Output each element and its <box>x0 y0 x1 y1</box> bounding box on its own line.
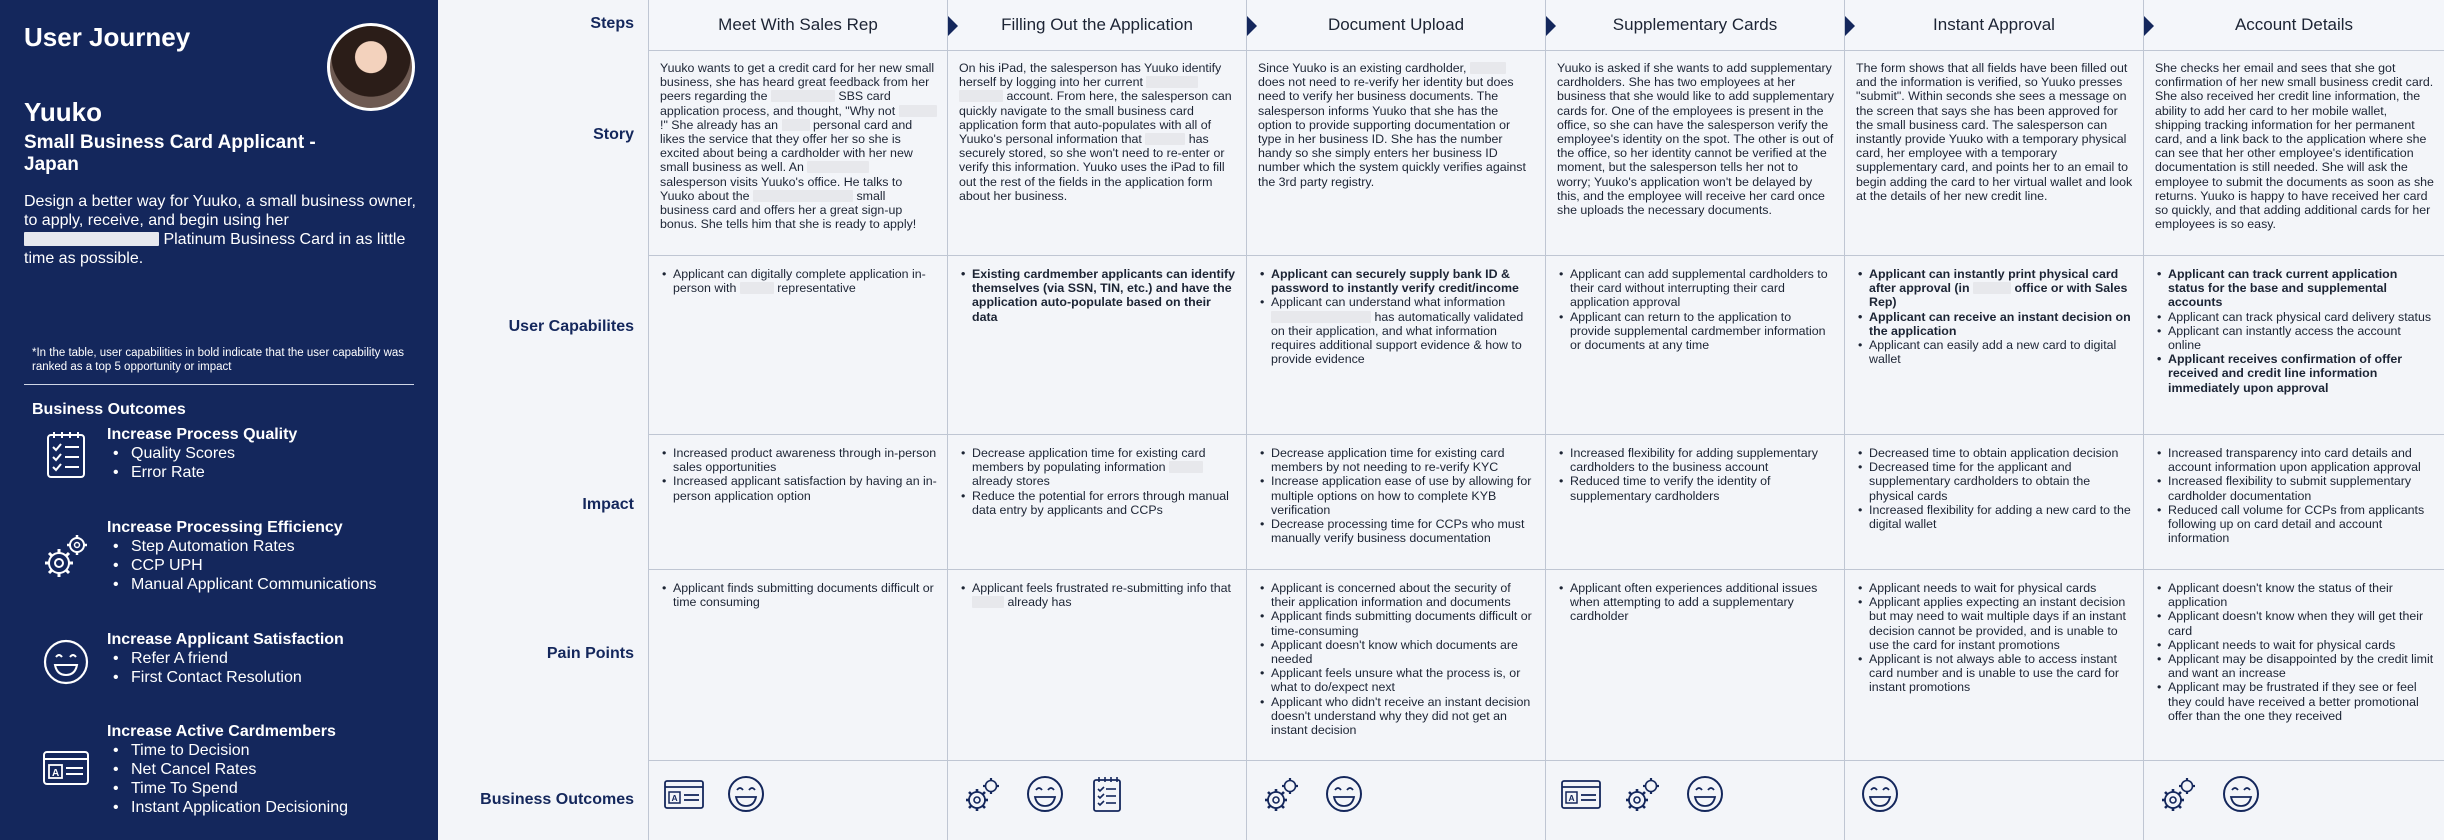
capability-item: • Applicant can add supplemental cardholders to their card without interrupting their card application approval <box>1557 267 1834 310</box>
svg-text:A: A <box>671 793 678 803</box>
row-divider <box>648 50 2444 51</box>
pain-point-item: • Applicant is not always able to access instant card number and is unable to use the card for instant promotions <box>1856 652 2133 695</box>
journey-grid <box>438 0 2444 840</box>
pain-point-item: • Applicant needs to wait for physical cards <box>1856 581 2133 595</box>
outcome-metric: • Quality Scores <box>107 444 427 463</box>
pain-point-item: • Applicant feels unsure what the process is, or what to do/expect next <box>1258 666 1535 694</box>
svg-text:A: A <box>1568 793 1575 803</box>
smiley-icon <box>40 636 92 688</box>
capability-item: • Applicant can digitally complete application in-person with representative <box>660 267 937 295</box>
impact-item: • Increased transparency into card details and account information upon application approval <box>2155 446 2434 474</box>
outcome-icons-cell <box>2144 774 2263 814</box>
pain-point-item: • Applicant doesn't know which documents are needed <box>1258 638 1535 666</box>
smiley-icon <box>1858 774 1902 814</box>
impact-cell <box>1845 446 2143 531</box>
checklist-icon <box>1085 774 1129 814</box>
impact-item: • Decrease processing time for CCPs who must manually verify business documentation <box>1258 517 1535 545</box>
checklist-icon <box>40 427 92 479</box>
pain-point-item: • Applicant feels frustrated re-submitting info that already has <box>959 581 1236 609</box>
pain-point-item: • Applicant who didn't receive an instant decision doesn't understand why they did not get an instant decision <box>1258 695 1535 738</box>
story-cell: On his iPad, the salesperson has Yuuko identify herself by logging into her current account. From here, the salesperson can quickly navigate to the small business card application form that auto-populates with all of Yuuko's personal information that has securely stored, so she won't need to re-enter or verify this information. Yuuko uses the iPad to fill out the rest of the fields in the application form about her business. <box>959 61 1232 203</box>
impact-item: • Increased product awareness through in-person sales opportunities <box>660 446 937 474</box>
story-cell: Yuuko is asked if she wants to add supplementary cardholders. She has two employees at her business that she would like to add supplementary cards for. One of the employees is present in the office, so she can have the salesperson verify the employee's identity on the spot. The other is out of the office, so her identity cannot be verified at the moment, but the salesperson tells her not to worry; Yuuko's application won't be delayed by this, and the employee will receive her card once she uploads the necessary documents. <box>1557 61 1834 218</box>
pain-point-item: • Applicant may be frustrated if they see or feel they could have received a better promotional offer than the one they received <box>2155 680 2434 723</box>
capability-item: • Existing cardmember applicants can identify themselves (via SSN, TIN, etc.) and have the application auto-populate based on their data <box>959 267 1236 324</box>
row-label-impact: Impact <box>582 496 634 513</box>
pain-point-item: • Applicant may be disappointed by the credit limit and want an increase <box>2155 652 2434 680</box>
outcome-metric: • CCP UPH <box>107 556 427 575</box>
card-icon <box>40 742 92 794</box>
smiley-icon <box>2219 774 2263 814</box>
outcome-metric: • Time to Decision <box>107 741 427 760</box>
gears-icon <box>961 774 1005 814</box>
capability-item: • Applicant can track current application status for the base and supplemental accounts <box>2155 267 2434 310</box>
row-divider <box>648 569 2444 570</box>
outcome-metric: • Refer A friend <box>107 649 427 668</box>
step-arrow-icon <box>1845 16 1855 36</box>
pain-points-cell <box>1546 581 1844 624</box>
row-divider <box>648 760 2444 761</box>
step-header: Account Details <box>2144 0 2444 50</box>
outcome-name: Increase Processing Efficiency <box>107 519 343 536</box>
capability-item: • Applicant can instantly print physical card after approval (in office or with Sales Rep) <box>1856 267 2133 310</box>
pain-point-item: • Applicant is concerned about the security of their application information and documents <box>1258 581 1535 609</box>
outcome-name: Increase Applicant Satisfaction <box>107 631 344 648</box>
impact-item: • Reduced call volume for CCPs from applicants following up on card detail and account information <box>2155 503 2434 546</box>
outcome-metrics <box>107 649 427 687</box>
outcome-icons-cell <box>1845 774 1902 814</box>
step-arrow-icon <box>948 16 958 36</box>
capability-item: • Applicant can return to the application to provide supplemental cardmember information or documents at any time <box>1557 310 1834 353</box>
story-cell: Yuuko wants to get a credit card for her new small business, she has heard great feedback from her peers regarding the SBS card application process, and thought, "Why not !" She already has an personal card and likes the service that they offer her so she is excited about being a cardholder with her new small business as well. An salesperson visits Yuuko's office. He talks to Yuuko about the small business card and offers her a great sign-up bonus. She tells him that she is ready to apply! <box>649 61 947 231</box>
impact-item: • Reduce the potential for errors through manual data entry by applicants and CCPs <box>959 489 1236 517</box>
pain-point-item: • Applicant finds submitting documents difficult or time consuming <box>660 581 937 609</box>
gears-icon <box>2157 774 2201 814</box>
avatar <box>327 23 415 111</box>
svg-text:A: A <box>52 768 60 779</box>
impact-item: • Decrease application time for existing card members by not needing to re-verify KYC <box>1258 446 1535 474</box>
capabilities-cell <box>1546 267 1844 352</box>
outcome-name: Increase Active Cardmembers <box>107 723 336 740</box>
impact-cell <box>1546 446 1844 503</box>
row-divider <box>648 434 2444 435</box>
capability-item: • Applicant can securely supply bank ID & password to instantly verify credit/income <box>1258 267 1535 295</box>
outcome-icons-cell <box>948 774 1129 814</box>
smiley-icon <box>1322 774 1366 814</box>
impact-item: • Decrease application time for existing card members by populating information already stores <box>959 446 1236 489</box>
page-title: User Journey <box>24 22 191 52</box>
pain-points-cell <box>948 581 1246 609</box>
outcome-name: Increase Process Quality <box>107 426 298 443</box>
row-label-business-outcomes: Business Outcomes <box>480 791 634 808</box>
pain-points-cell <box>2144 581 2444 723</box>
capabilities-cell <box>649 267 947 295</box>
capabilities-cell <box>2144 267 2444 395</box>
pain-point-item: • Applicant finds submitting documents difficult or time-consuming <box>1258 609 1535 637</box>
outcome-metric: • First Contact Resolution <box>107 668 427 687</box>
smiley-icon <box>1683 774 1727 814</box>
row-label-pain-points: Pain Points <box>546 645 634 662</box>
persona-sidebar <box>0 0 438 840</box>
pain-point-item: • Applicant applies expecting an instant decision but may need to wait multiple days if an instant decision cannot be provided, and is unable to use the card for instant promotions <box>1856 595 2133 652</box>
impact-cell <box>649 446 947 503</box>
impact-item: • Increased flexibility for adding a new card to the digital wallet <box>1856 503 2133 531</box>
impact-item: • Reduced time to verify the identity of supplementary cardholders <box>1557 474 1834 502</box>
step-arrow-icon <box>1546 16 1556 36</box>
impact-cell <box>1247 446 1545 545</box>
outcome-metric: • Step Automation Rates <box>107 537 427 556</box>
persona-role: Small Business Card Applicant - Japan <box>24 132 316 175</box>
impact-cell <box>2144 446 2444 545</box>
outcome-metric: • Error Rate <box>107 463 427 482</box>
outcome-metric: • Time To Spend <box>107 779 427 798</box>
redacted-text <box>24 232 159 246</box>
capabilities-cell <box>948 267 1246 324</box>
impact-item: • Increase application ease of use by allowing for multiple options on how to complete KYB verification <box>1258 474 1535 517</box>
gears-icon <box>1621 774 1665 814</box>
step-header: Instant Approval <box>1845 0 2143 50</box>
capability-item: • Applicant can track physical card delivery status <box>2155 310 2434 324</box>
outcome-icons-cell <box>649 774 768 814</box>
outcome-icons-cell <box>1546 774 1727 814</box>
outcome-metric: • Net Cancel Rates <box>107 760 427 779</box>
business-outcomes-heading: Business Outcomes <box>32 401 186 418</box>
step-header: Meet With Sales Rep <box>649 0 947 50</box>
step-header: Filling Out the Application <box>948 0 1246 50</box>
story-cell: The form shows that all fields have been filled out and the information is verified, so Yuuko presses "submit". Within seconds she sees a message on the screen that says she has been approved for the small business card. The salesperson can instantly provide Yuuko with a temporary physical card, her employee with a temporary supplementary card, and points her to an email to begin adding the card to her virtual wallet and look at the details of her new credit line. <box>1856 61 2133 203</box>
capability-item: • Applicant can receive an instant decision on the application <box>1856 310 2133 338</box>
row-label-story: Story <box>593 126 634 143</box>
impact-item: • Decreased time for the applicant and supplementary cardholders to obtain the physical cards <box>1856 460 2133 503</box>
step-arrow-icon <box>1247 16 1257 36</box>
capability-item: • Applicant can understand what information has automatically validated on their application, and what information requires additional support evidence & how to provide evidence <box>1258 295 1535 366</box>
pain-point-item: • Applicant doesn't know the status of their application <box>2155 581 2434 609</box>
capabilities-cell <box>1247 267 1545 366</box>
step-header: Supplementary Cards <box>1546 0 1844 50</box>
row-label-capabilities: User Capabilites <box>508 318 634 335</box>
row-divider <box>648 255 2444 256</box>
card-icon <box>1559 774 1603 814</box>
persona-description: Design a better way for Yuuko, a small business owner, to apply, receive, and begin using her Platinum Business Card in as little time as possible. <box>24 193 416 267</box>
impact-cell <box>948 446 1246 517</box>
pain-point-item: • Applicant often experiences additional issues when attempting to add a supplementary cardholder <box>1557 581 1834 624</box>
capability-item: • Applicant receives confirmation of offer received and credit line information immediately upon approval <box>2155 352 2434 395</box>
footnote: *In the table, user capabilities in bold indicate that the user capability was ranked as a top 5 opportunity or impact <box>24 346 414 385</box>
outcome-metrics <box>107 741 427 817</box>
impact-item: • Increased flexibility to submit supplementary cardholder documentation <box>2155 474 2434 502</box>
gears-icon <box>40 530 92 582</box>
impact-item: • Increased applicant satisfaction by having an in-person application option <box>660 474 937 502</box>
outcome-metric: • Instant Application Decisioning <box>107 798 427 817</box>
outcome-metrics <box>107 444 427 482</box>
impact-item: • Increased flexibility for adding supplementary cardholders to the business account <box>1557 446 1834 474</box>
step-header: Document Upload <box>1247 0 1545 50</box>
smiley-icon <box>724 774 768 814</box>
card-icon <box>662 774 706 814</box>
outcome-metric: • Manual Applicant Communications <box>107 575 427 594</box>
capability-item: • Applicant can instantly access the account online <box>2155 324 2434 352</box>
outcome-icons-cell <box>1247 774 1366 814</box>
pain-points-cell <box>649 581 947 609</box>
capability-item: • Applicant can easily add a new card to digital wallet <box>1856 338 2133 366</box>
outcome-metrics <box>107 537 427 594</box>
story-cell: She checks her email and sees that she got confirmation of her new small business credit card. She also received her credit line information, the ability to add her card to her mobile wallet, shipping tracking information for her permanent card, and a link back to the application where she can see that her other employee's identification documentation is still needed. She will ask the employee to submit the documents as soon as she returns. Yuuko is happy to have received her card so quickly, and that adding additional cards for her employees is so easy. <box>2155 61 2434 232</box>
persona-name: Yuuko <box>24 97 103 127</box>
gears-icon <box>1260 774 1304 814</box>
row-label-steps: Steps <box>590 15 634 32</box>
pain-point-item: • Applicant doesn't know when they will get their card <box>2155 609 2434 637</box>
pain-points-cell <box>1845 581 2143 695</box>
step-arrow-icon <box>2144 16 2154 36</box>
story-cell: Since Yuuko is an existing cardholder, does not need to re-verify her identity but does need to verify her business documents. The salesperson informs Yuuko that she has the option to provide supporting documentation or type in her business ID. She has the number handy so she simply enters her business ID number which the system quickly verifies against the 3rd party registry. <box>1258 61 1526 189</box>
impact-item: • Decreased time to obtain application decision <box>1856 446 2133 460</box>
pain-point-item: • Applicant needs to wait for physical cards <box>2155 638 2434 652</box>
pain-points-cell <box>1247 581 1545 737</box>
capabilities-cell <box>1845 267 2143 366</box>
smiley-icon <box>1023 774 1067 814</box>
